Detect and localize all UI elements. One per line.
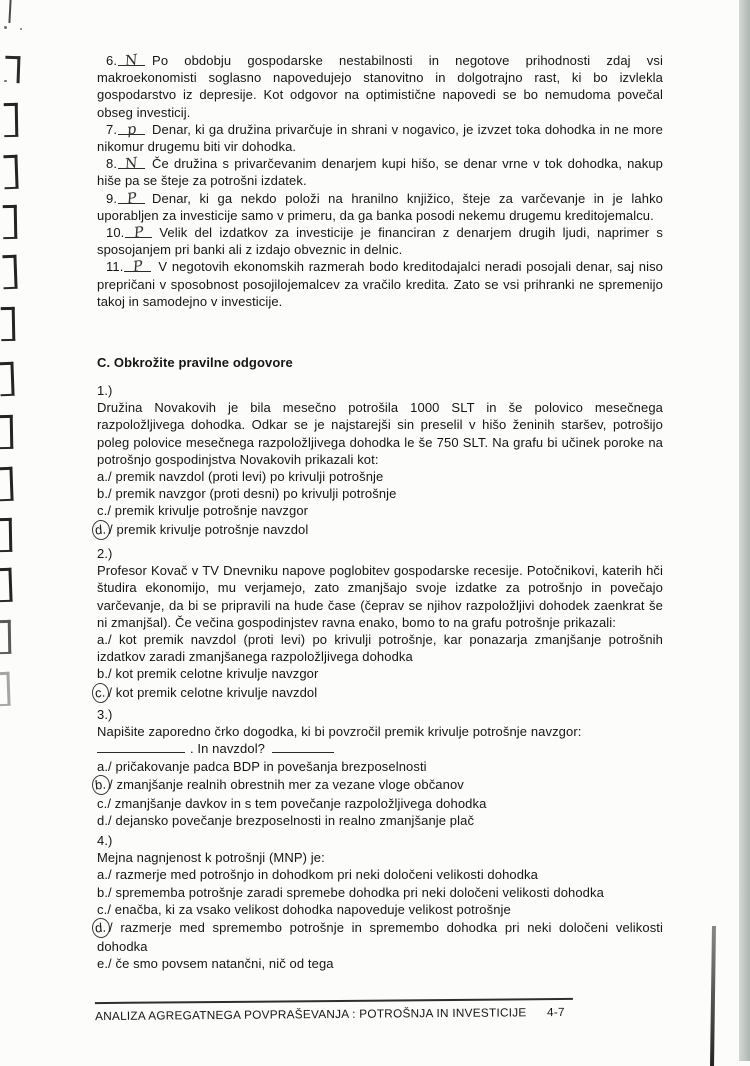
question-4 (94, 832, 663, 973)
option-1b (97, 485, 663, 502)
circled-answer-mark: b. (91, 774, 111, 796)
option-letter: b. (97, 884, 109, 900)
statement-text: Po obdobju gospodarske nestabilnosti in negotove prihodnosti zdaj vsi makroekonomisti soglasno napovedujejo stanovitno in dolgotrajno rast, ki bo izvlekla gospodarstvo iz depresije. Kot odgovor na optimistične napovedi se bo nemudoma povečal obseg investicij. (97, 53, 663, 120)
option-text: sprememba potrošnje zaradi spremebe dohodka pri neki določeni velikosti dohodka (115, 884, 604, 900)
handwritten-answer: p (125, 121, 138, 139)
question-label: 3.) (97, 707, 113, 722)
option-letter: e. (97, 956, 109, 972)
handwritten-answer: N (124, 155, 139, 173)
circled-answer-mark: d. (91, 917, 111, 939)
answer-blank (118, 52, 145, 70)
question-3 (94, 706, 663, 829)
handwritten-answer: P (125, 190, 138, 208)
binding-hole-mark (0, 415, 13, 449)
statement-number: 11. (106, 259, 124, 275)
answer-blank (118, 121, 145, 139)
option-slash: / (107, 503, 112, 519)
option-slash: / (108, 884, 112, 900)
binding-hole-mark (0, 467, 14, 501)
answer-blank (118, 155, 145, 173)
binding-hole-mark (1, 307, 16, 341)
option-text: premik navzgor (proti desni) po krivulji potrošnje (115, 486, 397, 502)
option-3c (97, 795, 663, 812)
footer-divider (95, 998, 573, 1004)
scan-artifact-dot (4, 26, 7, 29)
binding-hole-mark (0, 620, 11, 654)
option-slash: / (108, 758, 112, 774)
option-slash: / (108, 632, 112, 648)
question-intro: Družina Novakovih je bila mesečno potrošila 1000 SLT in še polovico mesečnega razpoložljivega dohodka. Odkar se je najstarejši sin preselil v hišo ženinih staršev, potrošijo poleg polovice mesečnega razpoložljivega dohodka le še 750 SLT. Na grafu bi učinek poroke na potrošnjo gospodinjstva Novakovih prikazali kot: (97, 400, 663, 467)
statement-9 (97, 190, 663, 224)
binding-hole-mark (0, 568, 13, 602)
option-slash: / (108, 469, 112, 485)
option-letter: c. (97, 796, 108, 812)
option-text: razmerje med potrošnjo in dohodkom pri neki določeni velikosti dohodka (115, 867, 538, 883)
statement-text: Velik del izdatkov za investicije je financiran z denarjem drugih ljudi, naprimer s sposojanjem pri banki ali z izdajo obveznic in delnic. (97, 225, 663, 258)
option-slash: / (109, 521, 113, 537)
binding-hole-mark (0, 518, 12, 552)
statement-number: 6. (106, 53, 118, 68)
option-4c (97, 901, 663, 918)
option-2a (97, 631, 663, 665)
option-text: enačba, ki za vsako velikost dohodka napoveduje velikost potrošnje (114, 901, 511, 917)
option-text: zmanjšanje davkov in s tem povečanje razpoložljivega dohodka (114, 796, 487, 812)
option-2c-circled (94, 683, 663, 703)
scan-edge-shadow (710, 926, 716, 1066)
question-intro: Profesor Kovač v TV Dnevniku napove poglobitev gospodarske recesije. Potočnikovi, katerih hči študira ekonomijo, mu verjamejo, zato zmanjšajo svoje izdatke za potrošnjo in povečajo varčevanje, da bi se pripravili na hude čase (čeprav se njihov razpoložljivi dohodek zaenkrat še ni zmanjšal). Če večina gospodinjstev ravna enako, bomo to na grafu potrošnje prikazali: (97, 563, 663, 630)
option-slash: / (108, 867, 112, 883)
binding-hole-mark (3, 205, 18, 239)
option-text: kot premik navzdol (proti levi) po krivulji potrošnje, kar ponazarja zmanjšanje potrošnih izdatkov zaradi zmanjšanega razpoložljivega dohodka (97, 632, 663, 665)
circled-answer-mark: c. (91, 682, 110, 704)
statement-text: Če družina s privarčevanim denarjem kupi hišo, se denar vrne v tok dohodka, nakup hiše pa se šteje za potrošni izdatek. (97, 156, 663, 189)
option-slash: / (109, 776, 113, 792)
statement-number: 7. (106, 121, 118, 137)
handwritten-answer: N (124, 52, 139, 70)
statement-7 (97, 121, 663, 155)
footer-title: ANALIZA AGREGATNEGA POVPRAŠEVANJA : POTROŠNJA IN INVESTICIJE (94, 1005, 527, 1024)
option-slash: / (108, 486, 112, 502)
section-c-heading: C. Obkrožite pravilne odgovore (97, 355, 293, 370)
statement-text: Denar, ki ga nekdo položi na hranilno knjižico, šteje za varčevanje in je lahko uporabljen za investicije samo v primeru, da ga banka posodi nekemu drugemu kreditojemalcu. (97, 190, 663, 223)
option-text: če smo povsem natančni, nič od tega (115, 956, 334, 972)
question-1 (94, 382, 663, 540)
statement-11 (97, 258, 663, 310)
option-text: premik krivulje potrošnje navzgor (114, 503, 309, 519)
option-letter: c. (97, 901, 108, 917)
option-text: razmerje med spremembo potrošnje in spremembo dohodka pri neki določeni velikosti dohodka (97, 920, 663, 955)
scan-artifact-tick (8, 0, 11, 23)
binding-hole-mark (4, 103, 19, 137)
question-intro-text: Napišite zaporedno črko dogodka, ki bi povzročil premik krivulje potrošnje navzgor: (97, 724, 582, 740)
binding-hole-mark (0, 362, 15, 396)
option-letter: a. (97, 758, 109, 774)
footer-page-number: 4-7 (546, 1004, 565, 1020)
question-intro: Mejna nagnjenost k potrošnji (MNP) je: (97, 850, 325, 866)
scan-artifact-dot (4, 80, 7, 82)
question-intro-mid: . In navzdol? (190, 741, 266, 757)
question-2 (94, 545, 663, 703)
option-text: dejansko povečanje brezposelnosti in realno zmanjšanje plač (115, 813, 475, 829)
option-letter: c. (97, 503, 108, 519)
handwritten-answer: P (131, 258, 144, 276)
option-slash: / (108, 684, 113, 700)
question-intro (97, 723, 663, 757)
option-letter: b. (97, 486, 109, 502)
option-letter: a. (97, 632, 109, 648)
option-4b (97, 884, 663, 901)
option-letter: b. (97, 666, 109, 682)
option-slash: / (108, 813, 112, 829)
option-slash: / (108, 956, 112, 972)
option-1a (97, 468, 663, 485)
option-slash: / (108, 666, 112, 682)
statement-10 (97, 224, 663, 258)
option-2b (97, 665, 663, 682)
option-letter: d. (97, 813, 109, 829)
option-4e (97, 955, 663, 972)
option-3b-circled (94, 775, 663, 795)
binding-hole-mark (2, 255, 17, 289)
option-3d (97, 812, 663, 829)
option-4a (97, 866, 663, 883)
option-slash: / (109, 920, 113, 936)
statement-number: 10. (106, 225, 125, 241)
option-text: premik navzdol (proti levi) po krivulji potrošnje (115, 469, 384, 485)
scanner-edge-strip (739, 0, 750, 1061)
question-label: 4.) (97, 833, 113, 848)
statement-number: 8. (106, 156, 118, 172)
option-letter: a. (97, 867, 109, 883)
scan-artifact-dot (20, 28, 22, 30)
question-label: 2.) (97, 546, 113, 561)
option-1d-circled (94, 520, 663, 540)
answer-blank (272, 740, 334, 753)
statements-section (97, 52, 663, 310)
option-slash: / (107, 901, 112, 917)
option-4d-circled (94, 918, 663, 955)
option-text: pričakovanje padca BDP in povešanja brezposelnosti (115, 758, 427, 774)
binding-hole-mark (5, 56, 21, 84)
option-text: kot premik celotne krivulje navzgor (115, 666, 319, 682)
statement-8 (97, 155, 663, 189)
statement-6 (97, 52, 663, 121)
answer-blank (124, 258, 151, 276)
binding-hole-mark (0, 672, 11, 706)
question-label: 1.) (97, 383, 113, 398)
answer-blank (125, 224, 152, 242)
binding-hole-mark (3, 155, 18, 189)
option-slash: / (107, 796, 112, 812)
option-text: zmanjšanje realnih obrestnih mer za vezane vloge občanov (116, 776, 464, 792)
statement-text: Denar, ki ga družina privarčuje in shrani v nogavico, je izvzet toka dohodka in ne more nikomur drugemu biti vir dohodka. (97, 121, 663, 155)
option-3a (97, 758, 663, 775)
option-text: kot premik celotne krivulje navzdol (115, 684, 318, 700)
circled-answer-mark: d. (91, 519, 111, 541)
answer-blank (118, 190, 145, 208)
page-footer (95, 998, 573, 1023)
answer-blank (97, 740, 185, 753)
option-text: premik krivulje potrošnje navzdol (116, 521, 309, 537)
handwritten-answer: P (132, 224, 145, 242)
statement-number: 9. (106, 190, 118, 206)
statement-text: V negotovih ekonomskih razmerah bodo kreditodajalci neradi posojali denar, saj niso prepričani v sposobnost posojilojemalcev za vračilo kredita. Zato se vsi prihranki ne spremenijo takoj in samodejno v investicije. (97, 259, 663, 309)
option-letter: a. (97, 469, 109, 485)
option-1c (97, 502, 663, 519)
